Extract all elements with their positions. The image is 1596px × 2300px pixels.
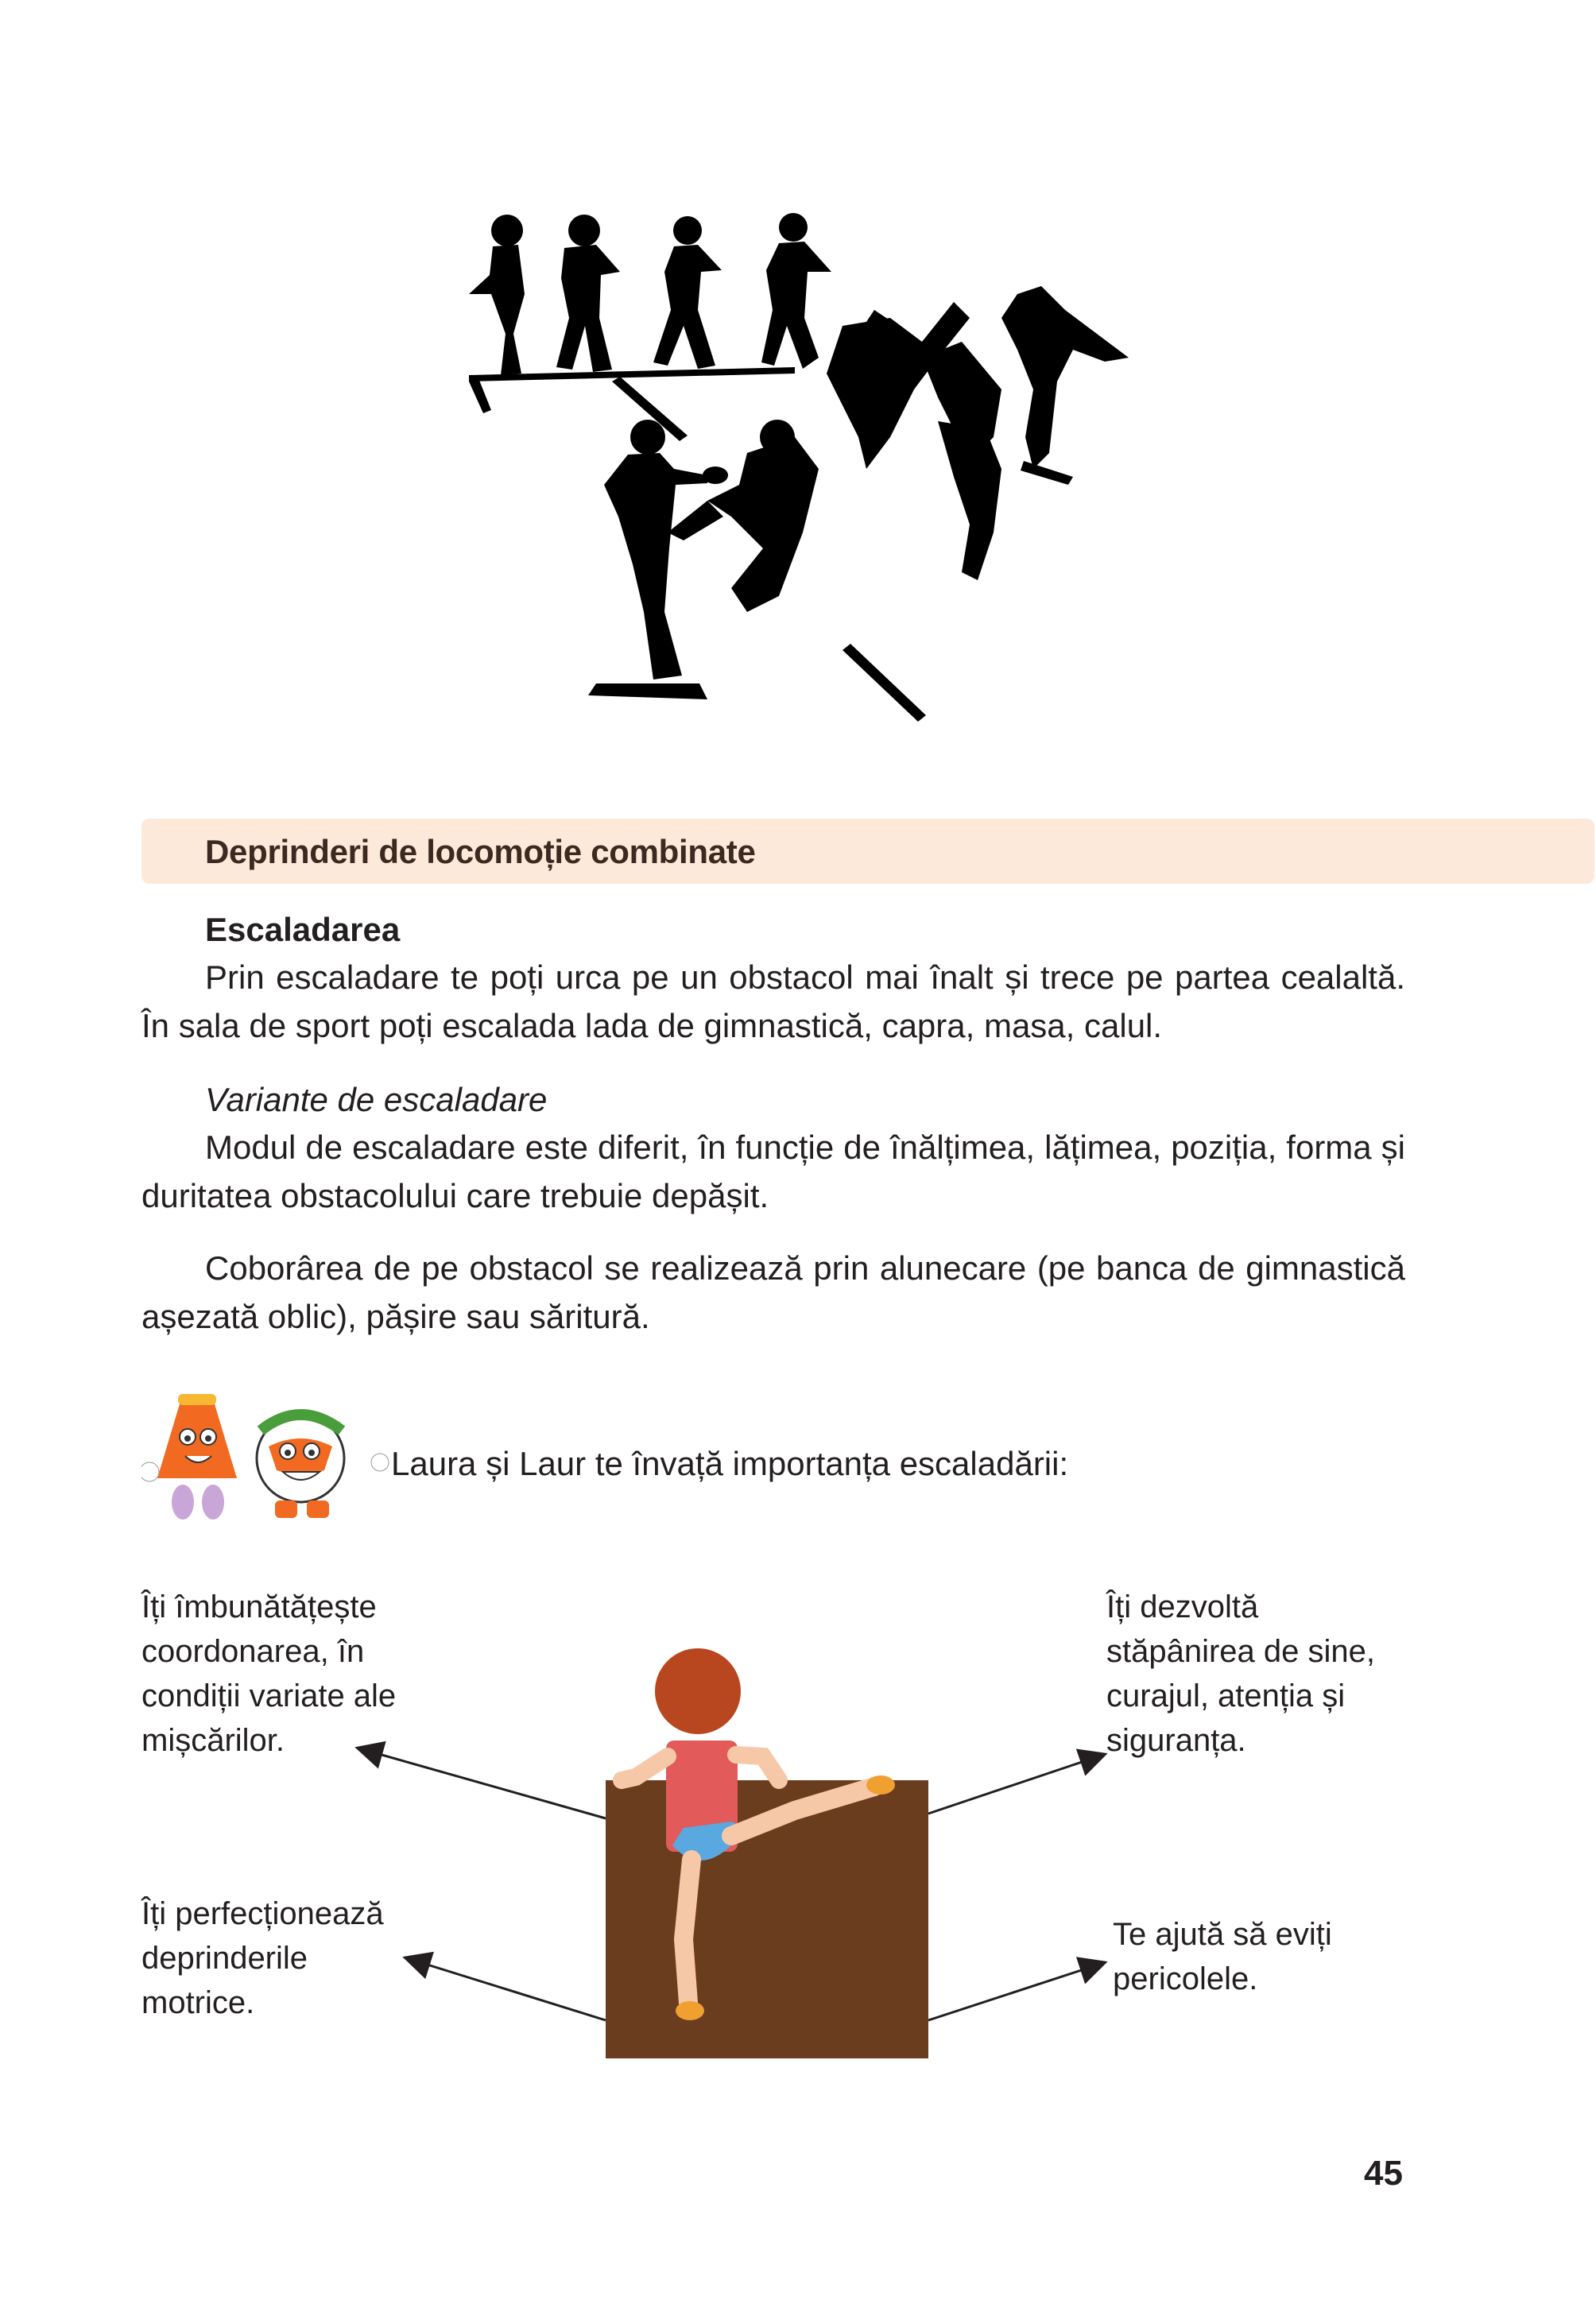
escalade-paragraph-1: Prin escaladare te poți urca pe un obstacol mai înalt și trece pe partea cealaltă. În sala de sport poți escalada lada de gimnastică, capra, masa, calul. bbox=[141, 958, 1405, 1044]
benefit-top-left: Îți îmbunătățește coordonarea, în condiții variate ale mișcărilor. bbox=[141, 1589, 397, 1758]
benefit-bottom-left: Îți perfecționează deprinderile motrice. bbox=[141, 1896, 384, 2020]
escalade-paragraph-3: Coborârea de pe obstacol se realizează prin alunecare (pe banca de gimnastică așezată oblic), pășire sau săritură. bbox=[141, 1249, 1405, 1335]
benefit-bottom-right: Te ajută să eviți pericolele. bbox=[1113, 1917, 1332, 1996]
mascot-caption: Laura și Laur te învață importanța escaladării: bbox=[391, 1445, 1069, 1482]
benefit-top-right: Îți dezvoltă stăpânirea de sine, curajul, atenția și siguranța. bbox=[1106, 1589, 1376, 1758]
escalade-paragraph-2: Modul de escaladare este diferit, în funcție de înălțimea, lățimea, poziția, forma și duritatea obstacolului care trebuie depășit. bbox=[141, 1129, 1405, 1214]
climbing-boy-illustration bbox=[334, 1637, 1129, 2082]
page-number: 45 bbox=[1364, 2154, 1403, 2193]
escalade-heading: Escaladarea bbox=[205, 911, 401, 948]
section-title: Deprinderi de locomoție combinate bbox=[205, 833, 756, 870]
mascots-illustration bbox=[141, 1383, 389, 1526]
variants-heading: Variante de escaladare bbox=[205, 1081, 548, 1118]
silhouettes-illustration bbox=[445, 199, 1176, 787]
